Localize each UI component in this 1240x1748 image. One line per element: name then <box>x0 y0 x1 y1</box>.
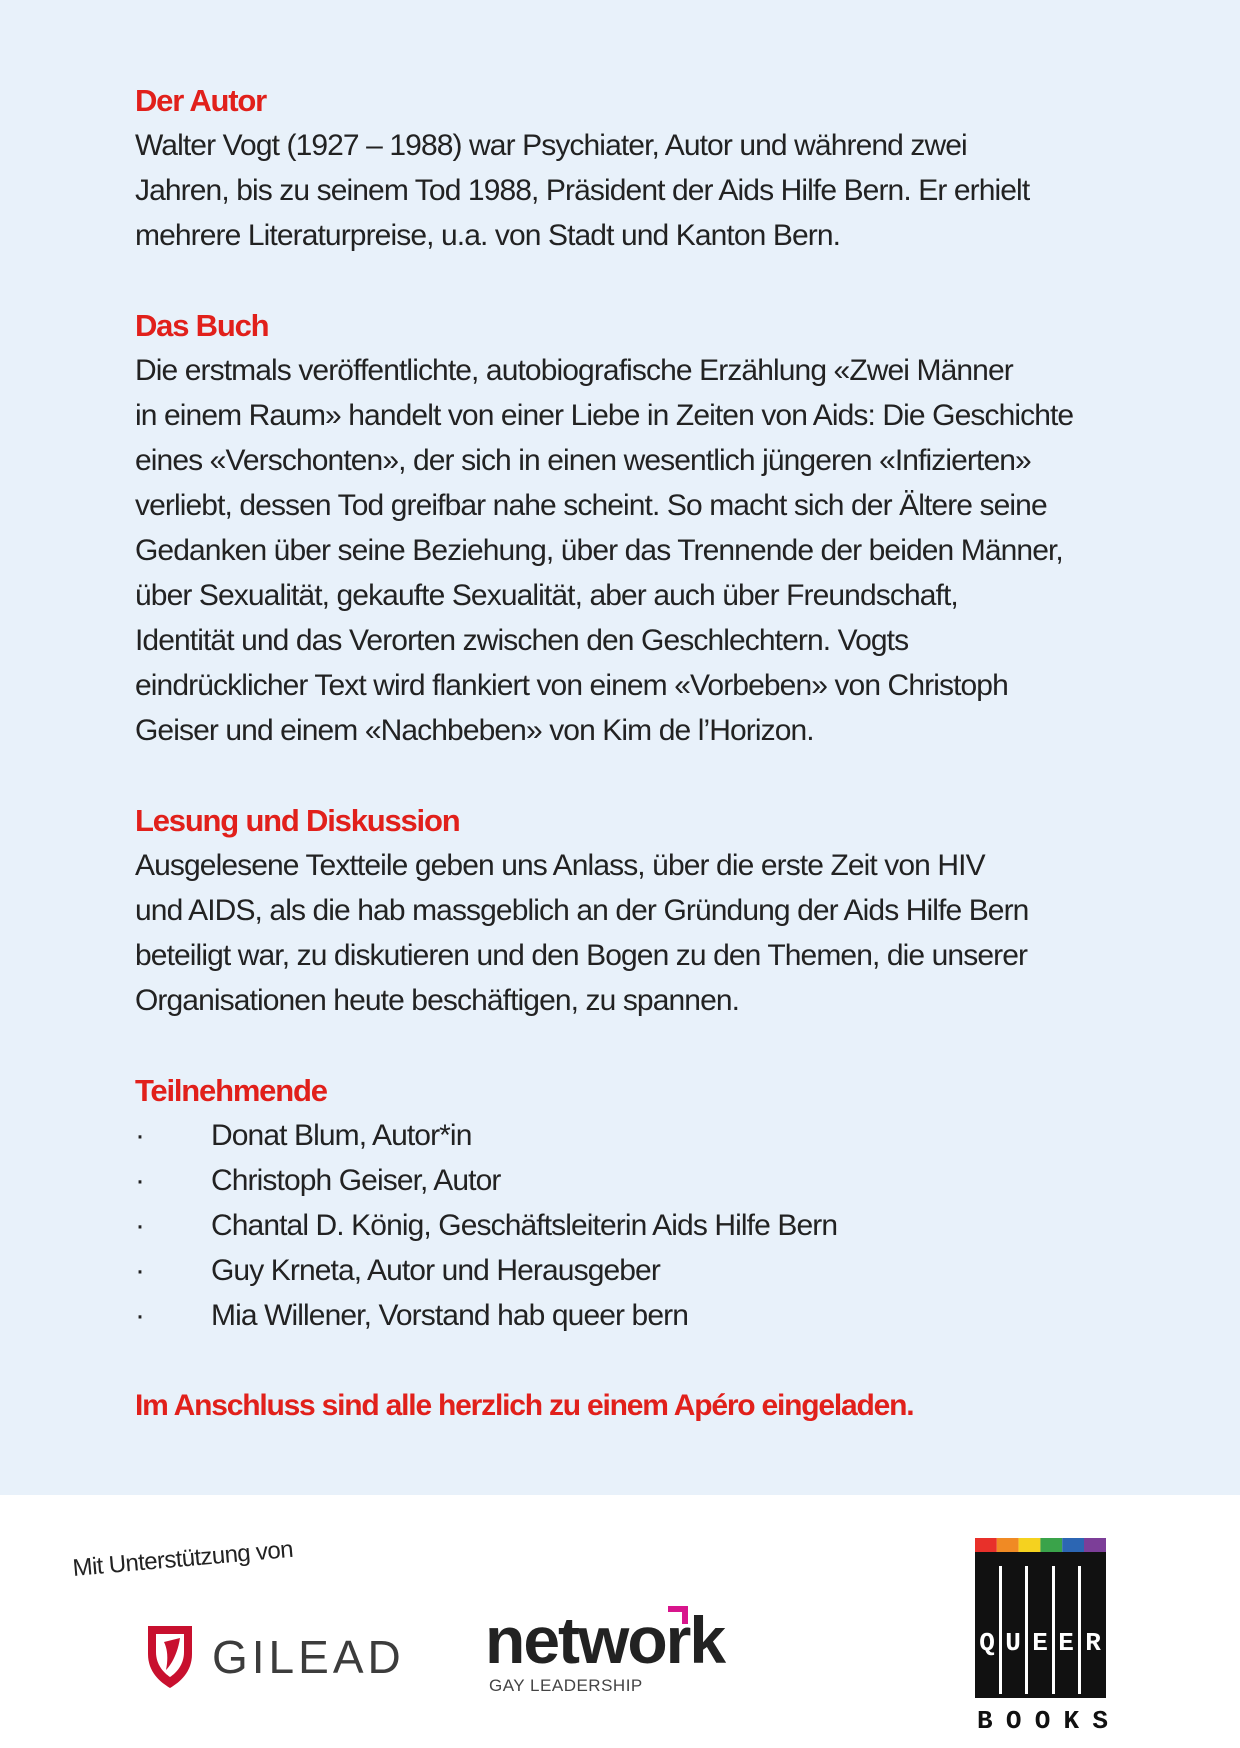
books-letter: O <box>1034 1706 1051 1736</box>
author-line: mehrere Literaturpreise, u.a. von Stadt und Kanton Bern. <box>135 219 841 252</box>
gilead-logo <box>142 1620 405 1690</box>
books-letter: B <box>977 1706 993 1736</box>
participants-list <box>135 1113 1115 1338</box>
participant-name: Christoph Geiser, Autor <box>211 1164 501 1197</box>
reading-line: Ausgelesene Textteile geben uns Anlass, über die erste Zeit von HIV <box>135 849 985 882</box>
book-line: Die erstmals veröffentlichte, autobiografische Erzählung «Zwei Männer <box>135 354 1013 387</box>
gilead-shield-icon <box>142 1620 198 1690</box>
book-line: Identität und das Verorten zwischen den Geschlechtern. Vogts <box>135 624 909 657</box>
books-letter: S <box>1092 1706 1108 1736</box>
reading-line: und AIDS, als die hab massgeblich an der Gründung der Aids Hilfe Bern <box>135 894 1029 927</box>
list-item <box>135 1113 1115 1158</box>
list-item <box>135 1293 1115 1338</box>
author-heading: Der Autor <box>135 83 267 118</box>
book-line: eindrücklicher Text wird flankiert von einem «Vorbeben» von Christoph <box>135 669 1008 702</box>
book-line: verliebt, dessen Tod greifbar nahe scheint. So macht sich der Ältere seine <box>135 489 1047 522</box>
books-letter: K <box>1063 1706 1080 1736</box>
books-letter: O <box>1005 1706 1022 1736</box>
book-line: Gedanken über seine Beziehung, über das Trennende der beiden Männer, <box>135 534 1063 567</box>
queer-letter: E <box>1032 1628 1048 1658</box>
author-line: Walter Vogt (1927 – 1988) war Psychiater, Autor und während zwei <box>135 129 967 162</box>
participants-heading: Teilnehmende <box>135 1073 327 1108</box>
queer-letter: U <box>1005 1628 1021 1658</box>
participant-name: Donat Blum, Autor*in <box>211 1119 472 1152</box>
network-tagline: GAY LEADERSHIP <box>489 1676 643 1695</box>
book-line: Geiser und einem «Nachbeben» von Kim de l’Horizon. <box>135 714 814 747</box>
list-item <box>135 1248 1115 1293</box>
network-logo <box>485 1600 765 1700</box>
reading-line: Organisationen heute beschäftigen, zu spannen. <box>135 984 740 1017</box>
book-line: über Sexualität, gekaufte Sexualität, aber auch über Freundschaft, <box>135 579 958 612</box>
bullet-icon: · <box>135 1119 145 1152</box>
list-item <box>135 1203 1115 1248</box>
participant-name: Chantal D. König, Geschäftsleiterin Aids Hilfe Bern <box>211 1209 838 1242</box>
queer-books-icon <box>975 1538 1106 1698</box>
closing-invitation: Im Anschluss sind alle herzlich zu einem Apéro eingeladen. <box>135 1389 914 1422</box>
reading-heading: Lesung und Diskussion <box>135 803 460 838</box>
bullet-icon: · <box>135 1164 145 1197</box>
bullet-icon: · <box>135 1299 145 1332</box>
participant-name: Mia Willener, Vorstand hab queer bern <box>211 1299 688 1332</box>
queer-letter: E <box>1058 1628 1074 1658</box>
queer-books-logo <box>975 1538 1106 1738</box>
bullet-icon: · <box>135 1254 145 1287</box>
list-item <box>135 1158 1115 1203</box>
author-line: Jahren, bis zu seinem Tod 1988, Präsident der Aids Hilfe Bern. Er erhielt <box>135 174 1030 207</box>
network-wordmark: network <box>485 1603 725 1677</box>
book-line: eines «Verschonten», der sich in einen wesentlich jüngeren «Infizierten» <box>135 444 1031 477</box>
participant-name: Guy Krneta, Autor und Herausgeber <box>211 1254 660 1287</box>
book-heading: Das Buch <box>135 308 269 343</box>
content-column <box>135 78 1115 1428</box>
queer-letter: R <box>1085 1628 1101 1658</box>
book-line: in einem Raum» handelt von einer Liebe in Zeiten von Aids: Die Geschichte <box>135 399 1074 432</box>
reading-line: beteiligt war, zu diskutieren und den Bogen zu den Themen, die unserer <box>135 939 1028 972</box>
gilead-wordmark: GILEAD <box>212 1631 405 1683</box>
queer-letter: Q <box>979 1628 995 1658</box>
bullet-icon: · <box>135 1209 145 1242</box>
support-label: Mit Unterstützung von <box>71 1535 294 1583</box>
queer-books-wordmark <box>977 1706 1108 1736</box>
